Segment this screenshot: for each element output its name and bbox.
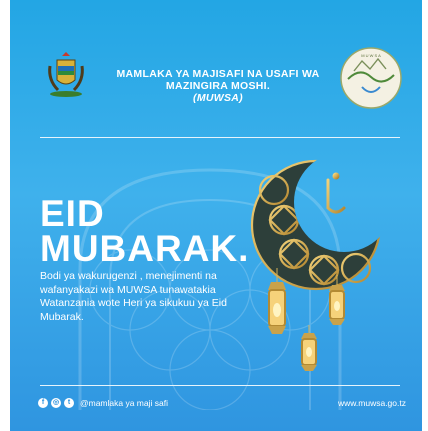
lantern-icon xyxy=(294,325,324,377)
org-name-line2: MAZINGIRA MOSHI. xyxy=(165,80,271,92)
org-name-line1: MAMLAKA YA MAJISAFI NA USAFI WA xyxy=(116,68,320,80)
title-line1: EID xyxy=(40,193,105,234)
muwsa-logo-icon xyxy=(340,47,402,109)
tanzania-coat-of-arms-icon xyxy=(44,52,88,98)
lantern-icon xyxy=(322,275,352,333)
social-media-footer xyxy=(38,398,168,408)
lantern-icon xyxy=(260,268,294,348)
facebook-icon[interactable]: f xyxy=(38,398,48,408)
frame-edge-left xyxy=(0,0,10,431)
organization-name xyxy=(92,68,344,104)
website-link[interactable]: www.muwsa.go.tz xyxy=(337,398,406,408)
svg-text:M U W S A: M U W S A xyxy=(361,53,381,58)
frame-edge-right xyxy=(422,0,428,431)
social-handle[interactable]: @mamlaka ya maji safi xyxy=(80,398,168,408)
org-abbreviation: (MUWSA) xyxy=(193,92,243,104)
title-line2: MUBARAK. xyxy=(40,228,250,269)
twitter-icon[interactable]: t xyxy=(64,398,74,408)
divider-bottom xyxy=(40,385,400,386)
eid-mubarak-title xyxy=(40,193,250,269)
greeting-message: Bodi ya wakurugenzi , menejimenti na wafanyakazi wa MUWSA tunawatakia Watanzania wote Heri ya sikukuu ya Eid Mubarak. xyxy=(40,270,227,323)
instagram-icon[interactable]: ◎ xyxy=(52,399,60,406)
divider-top xyxy=(40,137,400,138)
